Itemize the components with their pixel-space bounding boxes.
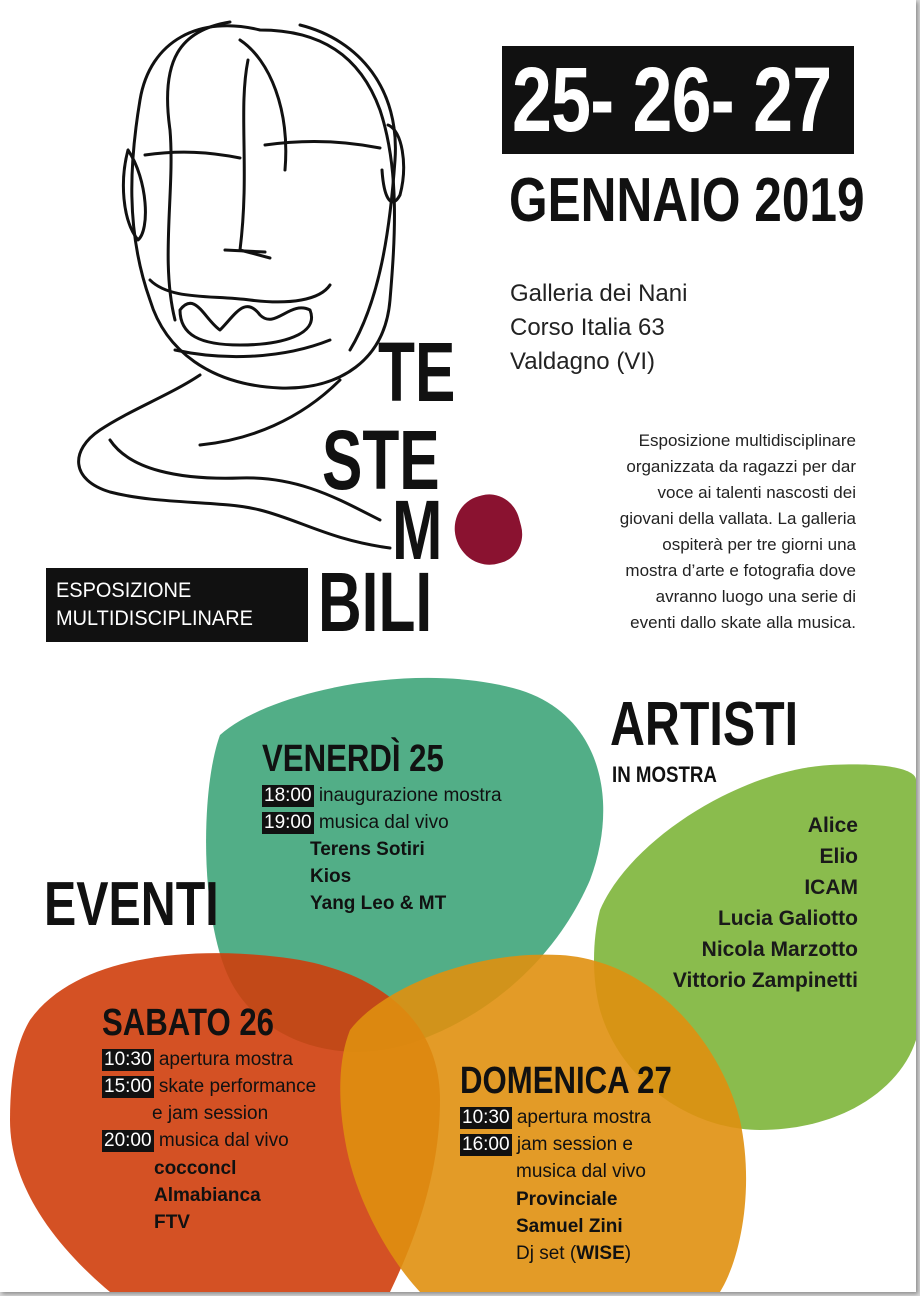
- sunday-slot-2: [460, 1131, 633, 1158]
- address-city: Valdagno (VI): [510, 348, 655, 375]
- exhibition-label: [46, 568, 308, 642]
- time-badge: 15:00: [104, 1076, 152, 1097]
- title-row-3: M: [392, 483, 443, 577]
- description-line: eventi dallo skate alla musica.: [630, 613, 856, 632]
- time-badge: 16:00: [462, 1134, 510, 1155]
- friday-slot-1: [262, 782, 502, 809]
- sunday-slot-1: [460, 1104, 651, 1131]
- activity: musica dal vivo: [158, 1130, 289, 1151]
- activity: jam session e: [516, 1134, 633, 1155]
- djset-name: WISE: [576, 1243, 625, 1264]
- exhibition-label-line-2: MULTIDISCIPLINARE: [56, 607, 253, 630]
- activity: inaugurazione mostra: [318, 785, 502, 806]
- friday-title: VENERDÌ 25: [262, 738, 444, 780]
- date-range: 25- 26- 27: [512, 49, 832, 151]
- description-line: Esposizione multidisciplinare: [638, 431, 856, 450]
- activity-continued: e jam session: [152, 1103, 269, 1124]
- description-line: organizzata da ragazzi per dar: [626, 457, 856, 476]
- saturday-slot-2: [102, 1073, 316, 1100]
- events-heading: EVENTI: [44, 870, 219, 939]
- djset-line: [516, 1240, 631, 1267]
- month-year: GENNAIO 2019: [509, 166, 865, 235]
- sunday-title: DOMENICA 27: [460, 1060, 672, 1102]
- activity: apertura mostra: [158, 1049, 293, 1070]
- description-line: giovani della vallata. La galleria: [619, 509, 856, 528]
- performer: cocconcl: [154, 1158, 237, 1179]
- activity: musica dal vivo: [318, 812, 449, 833]
- saturday-title: SABATO 26: [102, 1002, 275, 1044]
- time-badge: 10:30: [462, 1107, 510, 1128]
- title-row-2: STE: [322, 413, 440, 507]
- artist-name: Vittorio Zampinetti: [672, 969, 858, 992]
- performer: Kios: [310, 866, 352, 887]
- title-row-4: BILI: [318, 555, 433, 649]
- description: [548, 428, 856, 636]
- performer: Almabianca: [154, 1185, 261, 1206]
- exhibition-label-line-1: ESPOSIZIONE: [56, 579, 192, 602]
- description-line: ospiterà per tre giorni una: [662, 535, 856, 554]
- saturday-slot-1: [102, 1046, 293, 1073]
- performer: Yang Leo & MT: [310, 893, 447, 914]
- artist-name: ICAM: [804, 876, 858, 899]
- saturday-slot-3: [102, 1127, 289, 1154]
- activity: skate performance: [158, 1076, 317, 1097]
- djset-prefix: Dj set (: [516, 1243, 577, 1264]
- activity-continued: musica dal vivo: [516, 1161, 646, 1182]
- artists-subheading: IN MOSTRA: [612, 762, 717, 787]
- artist-name: Alice: [807, 814, 858, 837]
- performer: FTV: [154, 1212, 190, 1233]
- description-line: avranno luogo una serie di: [655, 587, 856, 606]
- activity: apertura mostra: [516, 1107, 651, 1128]
- title-row-1: TE: [378, 325, 456, 419]
- time-badge: 10:30: [104, 1049, 152, 1070]
- artist-name: Lucia Galiotto: [717, 907, 858, 930]
- performer: Samuel Zini: [516, 1216, 623, 1237]
- time-badge: 20:00: [104, 1130, 152, 1151]
- performer: Terens Sotiri: [310, 839, 425, 860]
- description-line: voce ai talenti nascosti dei: [657, 483, 856, 502]
- time-badge: 18:00: [264, 785, 312, 806]
- address-venue: Galleria dei Nani: [510, 280, 688, 307]
- performer: Provinciale: [516, 1189, 618, 1210]
- address-street: Corso Italia 63: [510, 314, 665, 341]
- artists-heading: ARTISTI: [610, 690, 799, 759]
- djset-suffix: ): [624, 1243, 632, 1264]
- description-line: mostra d’arte e fotografia dove: [625, 561, 856, 580]
- date-banner: [502, 46, 854, 154]
- friday-slot-2: [262, 809, 449, 836]
- artist-name: Elio: [819, 845, 858, 868]
- time-badge: 19:00: [264, 812, 312, 833]
- artist-name: Nicola Marzotto: [701, 938, 858, 961]
